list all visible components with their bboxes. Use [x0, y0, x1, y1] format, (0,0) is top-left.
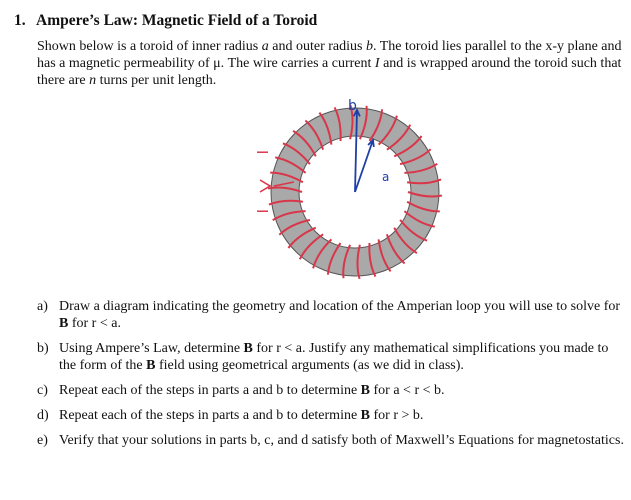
question-e — [37, 432, 627, 449]
intro-var-i: I — [374, 56, 380, 71]
toroid-figure — [230, 96, 480, 286]
question-letter: d) — [37, 408, 49, 423]
problem-title — [14, 12, 317, 30]
question-letter: e) — [37, 433, 48, 448]
question-text: Repeat each of the steps in parts a and b to determine B for r > b. — [59, 408, 424, 423]
intro-var-n: n — [89, 73, 97, 88]
intro-text: and is wrapped around the toroid such that there are — [37, 56, 622, 88]
question-letter: c) — [37, 383, 48, 398]
inner-radius-arrow — [355, 140, 373, 192]
question-text: Repeat each of the steps in parts a and b to determine B for a < r < b. — [59, 383, 445, 398]
problem-number: 1. — [14, 12, 26, 29]
question-text: Draw a diagram indicating the geometry and location of the Amperian loop you will use to solve for B for r < a. — [59, 299, 621, 331]
intro-text: and outer radius — [268, 39, 366, 54]
problem-intro — [37, 38, 622, 89]
question-letter: b) — [37, 341, 49, 356]
intro-text: . The toroid lies parallel to the x-y plane and has a magnetic permeability of μ. The wire carries a current — [37, 39, 622, 71]
intro-text: Shown below is a toroid of inner radius — [37, 39, 262, 54]
label-current-bottom: I — [253, 209, 271, 214]
label-current-top: I — [253, 150, 271, 155]
question-letter: a) — [37, 299, 48, 314]
problem-title-text: Ampere’s Law: Magnetic Field of a Toroid — [36, 12, 318, 29]
current-arrow — [260, 180, 270, 192]
question-c — [37, 382, 627, 399]
intro-var-b: b — [365, 39, 373, 54]
question-text: Using Ampere’s Law, determine B for r < a. Justify any mathematical simplifications you made to the form of the B field using geometrical arguments (as we did in class). — [59, 341, 609, 373]
toroid-diagram — [230, 96, 480, 286]
question-text: Verify that your solutions in parts b, c, and d satisfy both of Maxwell’s Equations for magnetostatics. — [59, 433, 624, 448]
question-list — [37, 298, 627, 457]
intro-var-a: a — [261, 39, 269, 54]
intro-text: turns per unit length. — [96, 73, 217, 88]
label-a: a — [382, 170, 390, 184]
question-b — [37, 340, 627, 374]
label-b: b — [348, 98, 357, 114]
question-d — [37, 407, 627, 424]
question-a — [37, 298, 627, 332]
